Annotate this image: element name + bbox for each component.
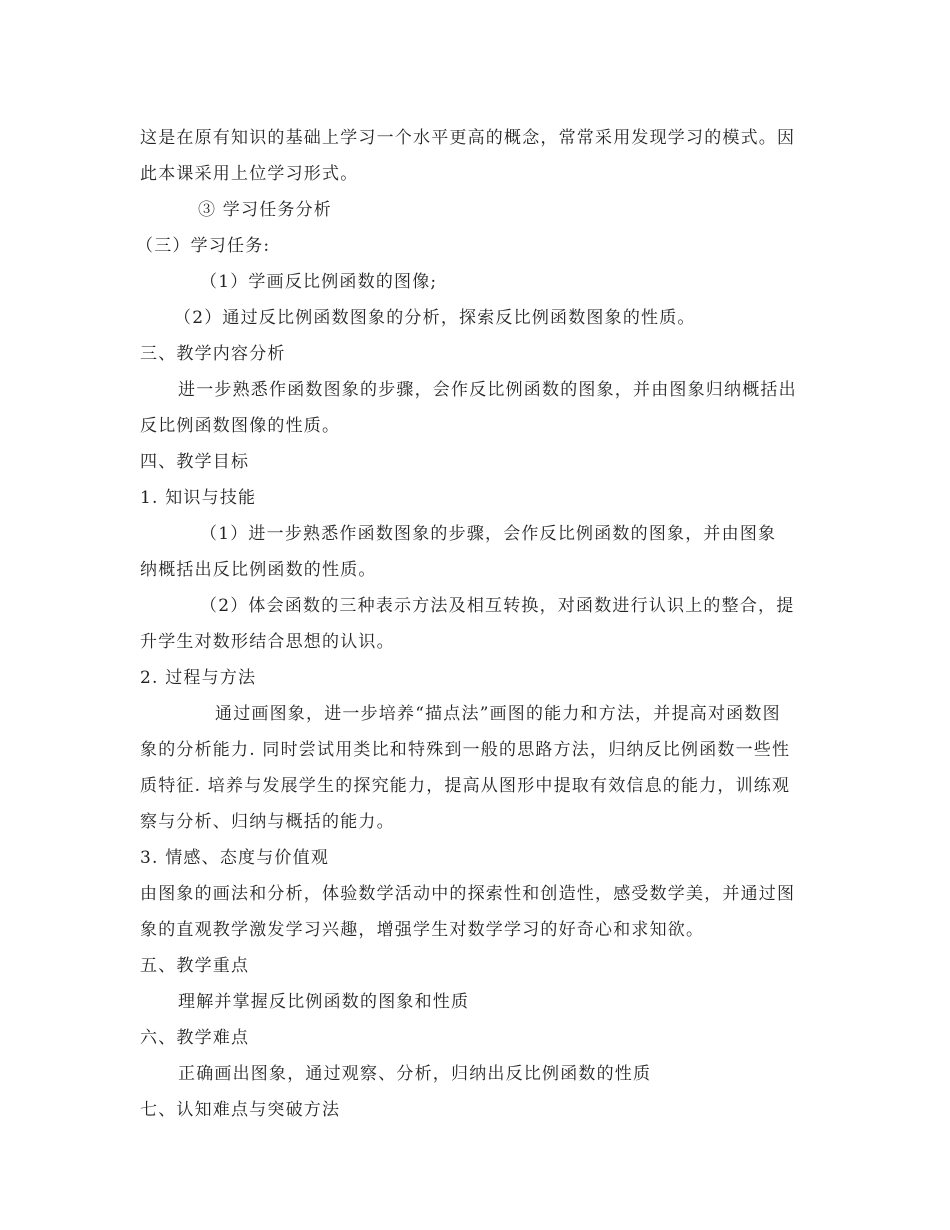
- paragraph-line: 正确画出图象，通过观察、分析，归纳出反比例函数的性质: [178, 1064, 652, 1084]
- section-heading: 六、教学难点: [140, 1028, 250, 1048]
- paragraph-line: 象的分析能力. 同时尝试用类比和特殊到一般的思路方法，归纳反比例函数一些性: [140, 740, 791, 760]
- paragraph-line: 通过画图象，进一步培养“描点法”画图的能力和方法，并提高对函数图: [215, 704, 781, 724]
- paragraph-line: 察与分析、归纳与概括的能力。: [140, 812, 395, 832]
- subsection-heading: 2. 过程与方法: [140, 668, 257, 688]
- subsection-heading: （三）学习任务:: [136, 236, 271, 256]
- paragraph-line: 这是在原有知识的基础上学习一个水平更高的概念，常常采用发现学习的模式。因: [140, 128, 796, 148]
- paragraph-line: 进一步熟悉作函数图象的步骤，会作反比例函数的图象，并由图象归纳概括出: [178, 380, 797, 400]
- subsection-heading: ③ 学习任务分析: [198, 200, 333, 220]
- paragraph-line: 纳概括出反比例函数的性质。: [140, 560, 377, 580]
- paragraph-line: 象的直观教学激发学习兴趣，增强学生对数学学习的好奇心和求知欲。: [140, 920, 705, 940]
- section-heading: 七、认知难点与突破方法: [140, 1100, 341, 1120]
- section-heading: 四、教学目标: [140, 452, 250, 472]
- paragraph-line: 由图象的画法和分析，体验数学活动中的探索性和创造性，感受数学美，并通过图: [140, 884, 796, 904]
- list-item: （1）学画反比例函数的图像;: [200, 272, 438, 292]
- subsection-heading: 1. 知识与技能: [140, 488, 257, 508]
- section-heading: 五、教学重点: [140, 956, 250, 976]
- section-heading: 三、教学内容分析: [140, 344, 286, 364]
- paragraph-line: 升学生对数形结合思想的认识。: [140, 632, 395, 652]
- paragraph-line: 质特征. 培养与发展学生的探究能力，提高从图形中提取有效信息的能力，训练观: [140, 776, 791, 796]
- list-item: （2）体会函数的三种表示方法及相互转换，对函数进行认识上的整合，提: [200, 596, 795, 616]
- list-item: （2）通过反比例函数图象的分析，探索反比例函数图象的性质。: [174, 308, 696, 328]
- paragraph-line: 理解并掌握反比例函数的图象和性质: [178, 992, 470, 1012]
- paragraph-line: 此本课采用上位学习形式。: [140, 164, 359, 184]
- list-item: （1）进一步熟悉作函数图象的步骤，会作反比例函数的图象，并由图象: [200, 524, 777, 544]
- subsection-heading: 3. 情感、态度与价值观: [140, 848, 330, 868]
- paragraph-line: 反比例函数图像的性质。: [140, 416, 341, 436]
